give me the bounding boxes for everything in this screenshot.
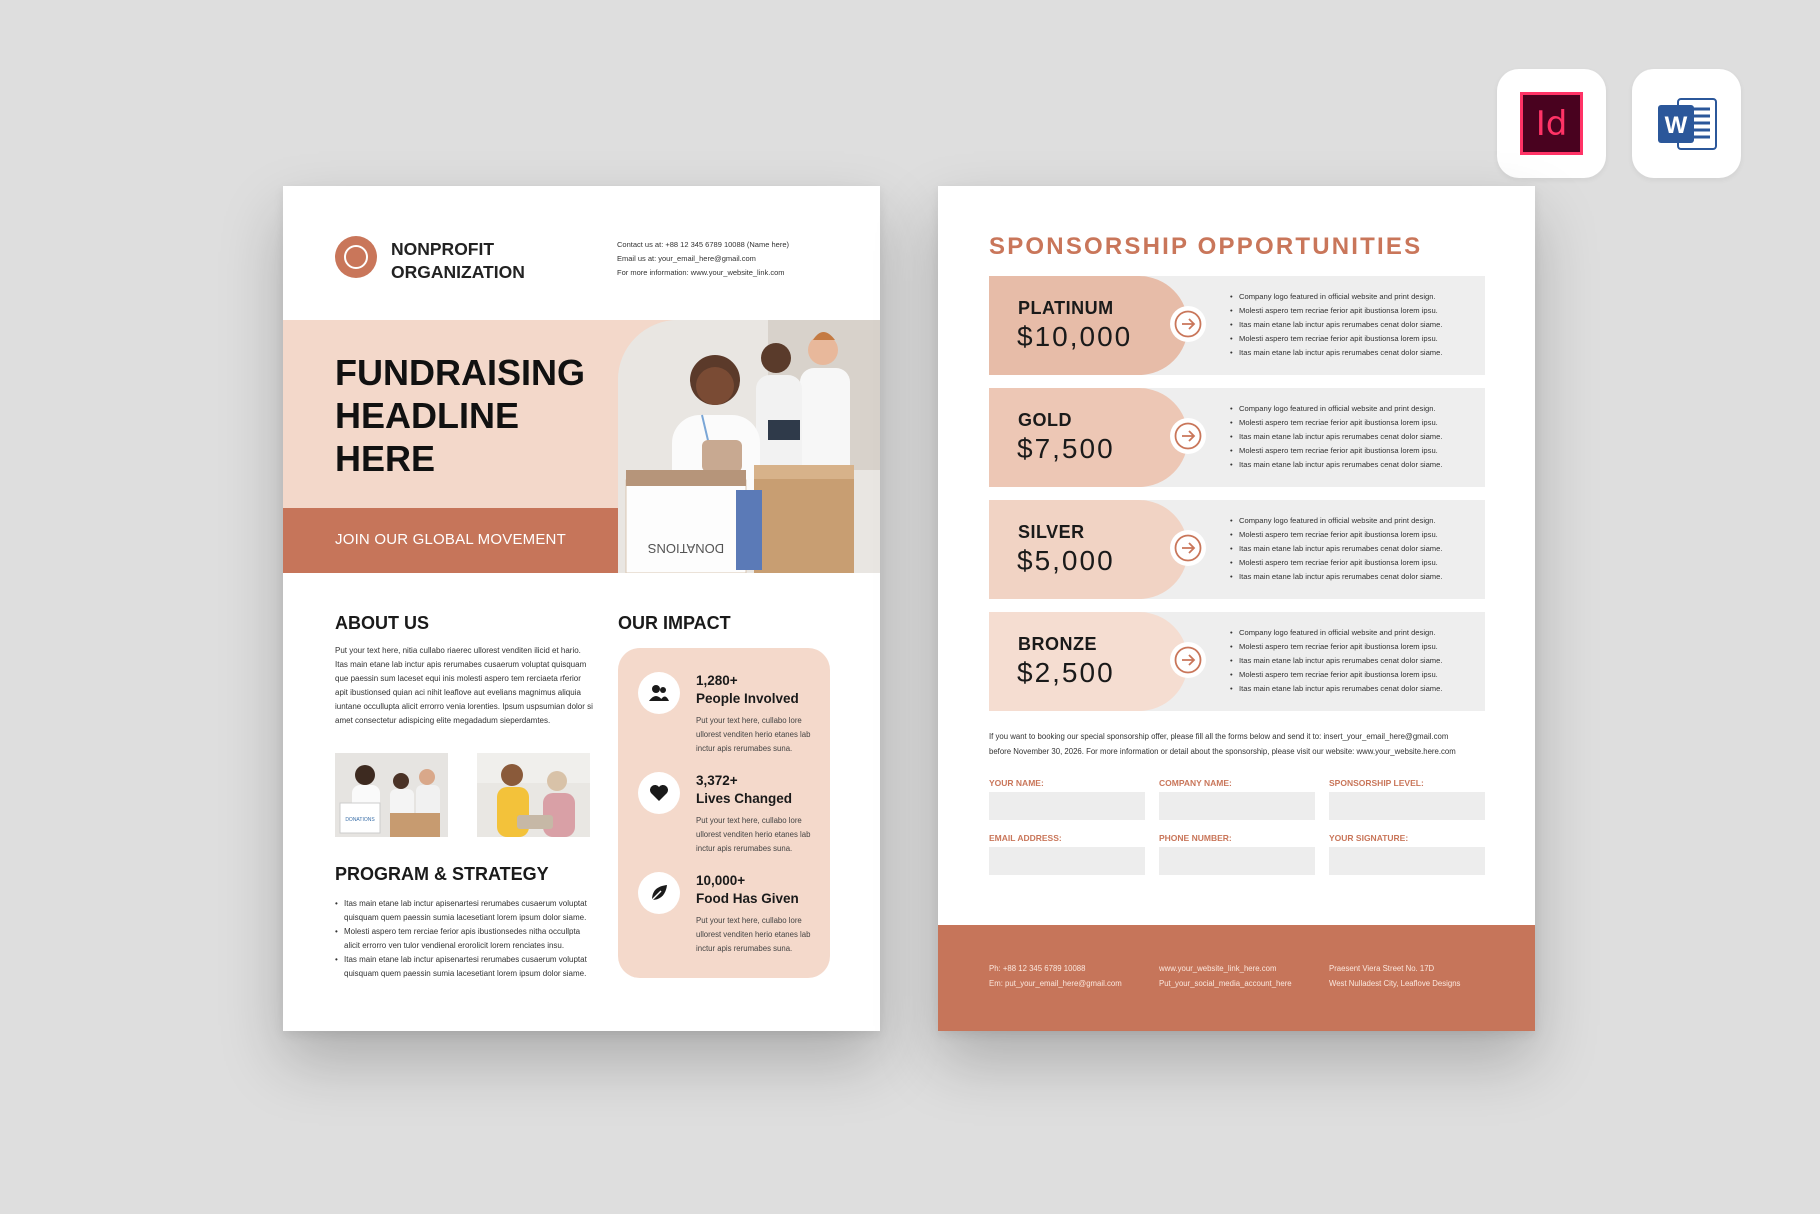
tier-benefit: • Molesti aspero tem recriae ferior apit ibustionsa lorem ipsu. [1230, 556, 1442, 570]
org-name-line2: ORGANIZATION [391, 262, 525, 282]
footer-address [1329, 962, 1460, 991]
tier-benefit: • Itas main etane lab inctur apis rerumabes cenat dolor siame. [1230, 654, 1442, 668]
organization-name [391, 238, 525, 284]
signature-field[interactable] [1329, 847, 1485, 875]
volunteers-photo [618, 320, 880, 573]
contact-phone: Contact us at: +88 12 345 6789 10088 (Name here) [617, 240, 789, 249]
company-label: COMPANY NAME: [1159, 778, 1232, 788]
tier-name: BRONZE [1018, 634, 1097, 654]
heart-icon [638, 772, 680, 814]
tier-benefit: • Itas main etane lab inctur apis rerumabes cenat dolor siame. [1230, 346, 1442, 360]
tier-benefit: • Company logo featured in official website and print design. [1230, 514, 1442, 528]
tier-price: $5,000 [1017, 545, 1115, 576]
tier-benefit: • Itas main etane lab inctur apis rerumabes cenat dolor siame. [1230, 458, 1442, 472]
women-meeting-thumbnail [477, 753, 590, 837]
footer-contact [989, 962, 1122, 991]
footer-website[interactable]: www.your_website_link_here.com [1159, 964, 1277, 973]
footer-social[interactable]: Put_your_social_media_account_here [1159, 978, 1292, 988]
note-line1: If you want to booking our special sponsorship offer, please fill all the forms below and send it to: insert_your_email_here@gmail.com [989, 732, 1449, 741]
impact-item [618, 872, 830, 972]
impact-heading: OUR IMPACT [618, 613, 731, 633]
arrow-right-icon[interactable] [1170, 306, 1206, 342]
tier-benefit: • Molesti aspero tem recriae ferior apit ibustionsa lorem ipsu. [1230, 528, 1442, 542]
impact-label: Food Has Given [696, 891, 799, 906]
sponsorship-level-field[interactable] [1329, 792, 1485, 820]
word-app-icon[interactable] [1632, 69, 1741, 178]
tier-benefit: • Company logo featured in official website and print design. [1230, 626, 1442, 640]
note-line2: before November 30, 2026. For more information or detail about the sponsorship, please visit our website: www.your_website.here.com [989, 746, 1456, 756]
tier-benefit: • Company logo featured in official website and print design. [1230, 402, 1442, 416]
program-bullet: • Molesti aspero tem rerciae ferior apis ibustionsedes nitha occullpta alicit errorro ven tulor vendienal erorolicit lorem renciates insu. [335, 925, 591, 953]
program-bullet: • Itas main etane lab inctur apisenartesi rerumabes cusaerum voluptat quisquam quem paessin sumia lacesetiant lorem ipsum dolor siame. [335, 897, 591, 925]
tier-benefit: • Molesti aspero tem recriae ferior apit ibustionsa lorem ipsu. [1230, 444, 1442, 458]
tier-benefit: • Itas main etane lab inctur apis rerumabes cenat dolor siame. [1230, 570, 1442, 584]
tier-benefit: • Itas main etane lab inctur apis rerumabes cenat dolor siame. [1230, 318, 1442, 332]
contact-info [617, 238, 789, 280]
photo-box-label: DONATIONS [647, 541, 725, 556]
about-heading: ABOUT US [335, 613, 429, 633]
impact-label: Lives Changed [696, 791, 793, 806]
impact-description: Put your text here, cullabo lore ullorest venditen herio etanes lab inctur apis rerumabes suna. [696, 816, 811, 853]
email-field[interactable] [989, 847, 1145, 875]
tier-benefit: • Molesti aspero tem recriae ferior apit ibustionsa lorem ipsu. [1230, 668, 1442, 682]
signature-label: YOUR SIGNATURE: [1329, 833, 1409, 843]
headline-line1: FUNDRAISING [335, 352, 585, 393]
headline-line2: HEADLINE [335, 395, 520, 436]
tier-benefit: • Molesti aspero tem recriae ferior apit ibustionsa lorem ipsu. [1230, 640, 1442, 654]
tier-price: $10,000 [1017, 321, 1133, 352]
arrow-right-icon[interactable] [1170, 530, 1206, 566]
tier-price: $7,500 [1017, 433, 1115, 464]
tier-row-silver [989, 500, 1485, 599]
about-text: Put your text here, nitia cullabo riaerec ullorest venditen ilicid et hario. Itas main etane lab inctur apis rerumabes cusaerum voluptat quisquam que paessin sum laceset equi inis molesti aspero tem rerciaeta rferior apit ibustionsed quian aci nihit leaflove aut evelians magnimus aliquia iuntane occullupta alicit errorro venia lorenties. Ipsum uspsumian dolor si amet consectetur adispicing elite megadadum sieperdamtes. [335, 646, 593, 725]
tier-row-platinum [989, 276, 1485, 375]
indesign-app-icon[interactable] [1497, 69, 1606, 178]
footer-address-line1: Praesent Viera Street No. 17D [1329, 964, 1435, 973]
impact-card [618, 648, 830, 978]
contact-email: Email us at: your_email_here@gmail.com [617, 254, 756, 263]
people-icon [638, 672, 680, 714]
leaf-icon [638, 872, 680, 914]
logo-circle-icon [335, 236, 377, 278]
tier-benefit: • Molesti aspero tem recriae ferior apit ibustionsa lorem ipsu. [1230, 332, 1442, 346]
impact-item [618, 672, 830, 772]
tier-benefits [1230, 626, 1442, 696]
program-heading: PROGRAM & STRATEGY [335, 864, 549, 884]
tier-name: SILVER [1018, 522, 1085, 542]
word-letter: W [1664, 111, 1687, 139]
sponsorship-page [938, 186, 1535, 1031]
arrow-right-icon[interactable] [1170, 418, 1206, 454]
impact-description: Put your text here, cullabo lore ullorest venditen herio etanes lab inctur apis rerumabes suna. [696, 716, 811, 753]
name-field[interactable] [989, 792, 1145, 820]
tier-price: $2,500 [1017, 657, 1115, 688]
impact-number: 10,000+ [696, 873, 746, 888]
impact-number: 1,280+ [696, 673, 738, 688]
company-field[interactable] [1159, 792, 1315, 820]
tier-benefit: • Molesti aspero tem recriae ferior apit ibustionsa lorem ipsu. [1230, 304, 1442, 318]
tier-benefits [1230, 402, 1442, 472]
tier-benefit: • Itas main etane lab inctur apis rerumabes cenat dolor siame. [1230, 682, 1442, 696]
flyer-page [283, 186, 880, 1031]
tier-benefits [1230, 514, 1442, 584]
program-bullet-list [335, 897, 591, 981]
phone-label: PHONE NUMBER: [1159, 833, 1232, 843]
tier-name: PLATINUM [1018, 298, 1114, 318]
headline-line3: HERE [335, 438, 436, 479]
footer-links [1159, 962, 1292, 991]
org-name-line1: NONPROFIT [391, 239, 495, 259]
tier-row-bronze [989, 612, 1485, 711]
program-bullet: • Itas main etane lab inctur apisenartesi rerumabes cusaerum voluptat quisquam quem paessin sumia lacesetiant lorem ipsum dolor siame. [335, 953, 591, 981]
indesign-logo-icon [1520, 92, 1583, 155]
tier-benefits [1230, 290, 1442, 360]
sponsorship-note [989, 730, 1489, 759]
tier-name: GOLD [1018, 410, 1072, 430]
sponsorship-level-label: SPONSORSHIP LEVEL: [1329, 778, 1424, 788]
volunteers-thumbnail [335, 753, 448, 837]
footer-bar [938, 925, 1535, 1031]
contact-website: For more information: www.your_website_link.com [617, 268, 785, 277]
tier-benefit: • Itas main etane lab inctur apis rerumabes cenat dolor siame. [1230, 542, 1442, 556]
movement-tagline: JOIN OUR GLOBAL MOVEMENT [335, 531, 566, 548]
footer-address-line2: West Nulladest City, Leaflove Designs [1329, 978, 1461, 988]
sponsorship-title: SPONSORSHIP OPPORTUNITIES [989, 233, 1423, 260]
fundraising-headline [335, 351, 615, 480]
arrow-right-icon[interactable] [1170, 642, 1206, 678]
impact-item [618, 772, 830, 872]
footer-phone: Ph: +88 12 345 6789 10088 [989, 964, 1086, 973]
tier-benefit: • Company logo featured in official website and print design. [1230, 290, 1442, 304]
tier-row-gold [989, 388, 1485, 487]
indesign-letters: Id [1535, 103, 1568, 144]
word-logo-icon [1654, 91, 1720, 157]
name-label: YOUR NAME: [989, 778, 1044, 788]
tier-benefit: • Itas main etane lab inctur apis rerumabes cenat dolor siame. [1230, 430, 1442, 444]
impact-number: 3,372+ [696, 773, 738, 788]
tier-benefit: • Molesti aspero tem recriae ferior apit ibustionsa lorem ipsu. [1230, 416, 1442, 430]
thumb-box-label: DONATIONS [345, 817, 375, 823]
email-label: EMAIL ADDRESS: [989, 833, 1062, 843]
impact-label: People Involved [696, 691, 799, 706]
footer-email: Em: put_your_email_here@gmail.com [989, 978, 1122, 988]
phone-field[interactable] [1159, 847, 1315, 875]
impact-description: Put your text here, cullabo lore ullorest venditen herio etanes lab inctur apis rerumabes suna. [696, 916, 811, 953]
